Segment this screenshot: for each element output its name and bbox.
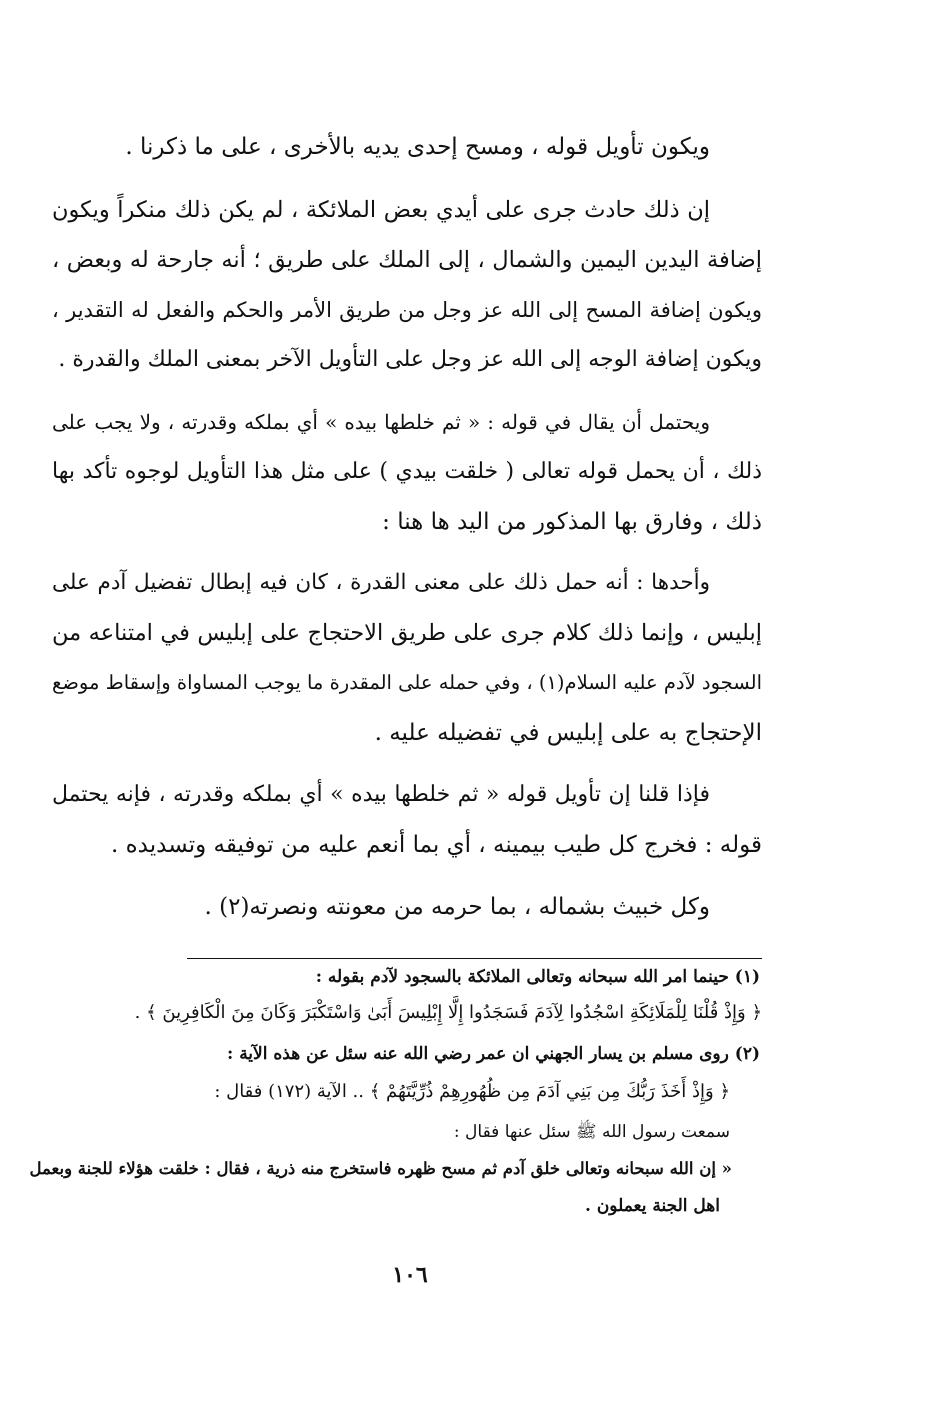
page-number: ١٠٦ — [392, 1262, 428, 1288]
footnote-hadith-line: اهل الجنة يعملون . — [584, 1196, 720, 1216]
footnote-quran-verse: ﴿ وَإِذْ أَخَذَ رَبُّكَ مِن بَنِي آدَمَ مِن ظُهُورِهِمْ ذُرِّيَّتَهُمْ ﴾ .. الآية (١٧٢) فقال : — [214, 1081, 730, 1102]
footnote-line: (١) حينما امر الله سبحانه وتعالى الملائكة بالسجود لآدم بقوله : — [315, 967, 760, 987]
text-line: ويكون إضافة الوجه إلى الله عز وجل على التأويل الآخر بمعنى الملك والقدرة . — [58, 347, 762, 372]
footnote-quran-verse: ﴿ وَإِذْ قُلْنَا لِلْمَلَائِكَةِ اسْجُدُوا لِآدَمَ فَسَجَدُوا إِلَّا إِبْلِيسَ أَبَىٰ وَاسْتَكْبَرَ وَكَانَ مِنَ الْكَافِرِينَ ﴾ . — [134, 1002, 762, 1023]
text-line: فإذا قلنا إن تأويل قوله « ثم خلطها بيده » أي بملكه وقدرته ، فإنه يحتمل — [52, 782, 710, 807]
text-line: الإحتجاج به على إبليس في تفضيله عليه . — [374, 720, 762, 746]
footnote-line: (٢) روى مسلم بن يسار الجهني ان عمر رضي الله عنه سئل عن هذه الآية : — [227, 1044, 760, 1064]
text-line: ويحتمل أن يقال في قوله : « ثم خلطها بيده » أي بملكه وقدرته ، ولا يجب على — [52, 410, 710, 434]
footnote-hadith-line: « إن الله سبحانه وتعالى خلق آدم ثم مسح ظهره فاستخرج منه ذرية ، فقال : خلقت هؤلاء للجنة وبعمل — [29, 1159, 732, 1178]
footnote-divider — [187, 958, 762, 959]
text-line: ذلك ، وفارق بها المذكور من اليد ها هنا : — [382, 509, 762, 535]
text-line: وكل خبيث بشماله ، بما حرمه من معونته ونصرته(٢) . — [204, 894, 710, 920]
text-line: إبليس ، وإنما ذلك كلام جرى على طريق الاحتجاج على إبليس في امتناعه من — [52, 620, 762, 646]
text-line: قوله : فخرج كل طيب بيمينه ، أي بما أنعم عليه من توفيقه وتسديده . — [110, 832, 762, 858]
text-line: ويكون تأويل قوله ، ومسح إحدى يديه بالأخرى ، على ما ذكرنا . — [125, 134, 710, 160]
footnote-line: سمعت رسول الله ﷺ سئل عنها فقال : — [453, 1122, 730, 1142]
text-line: ذلك ، أن يحمل قوله تعالى ( خلقت بيدي ) على مثل هذا التأويل لوجوه تأكد بها — [52, 459, 762, 484]
text-line: ويكون إضافة المسح إلى الله عز وجل من طريق الأمر والحكم والفعل له التقدير ، — [52, 298, 762, 322]
text-line: إضافة اليدين اليمين والشمال ، إلى الملك على طريق ؛ أنه جارحة له وبعض ، — [52, 247, 762, 273]
text-line: إن ذلك حادث جرى على أيدي بعض الملائكة ، لم يكن ذلك منكراً ويكون — [52, 197, 710, 223]
text-line: السجود لآدم عليه السلام(١) ، وفي حمله على المقدرة ما يوجب المساواة وإسقاط موضع — [52, 671, 763, 694]
text-line: وأحدها : أنه حمل ذلك على معنى القدرة ، كان فيه إبطال تفضيل آدم على — [52, 570, 710, 595]
